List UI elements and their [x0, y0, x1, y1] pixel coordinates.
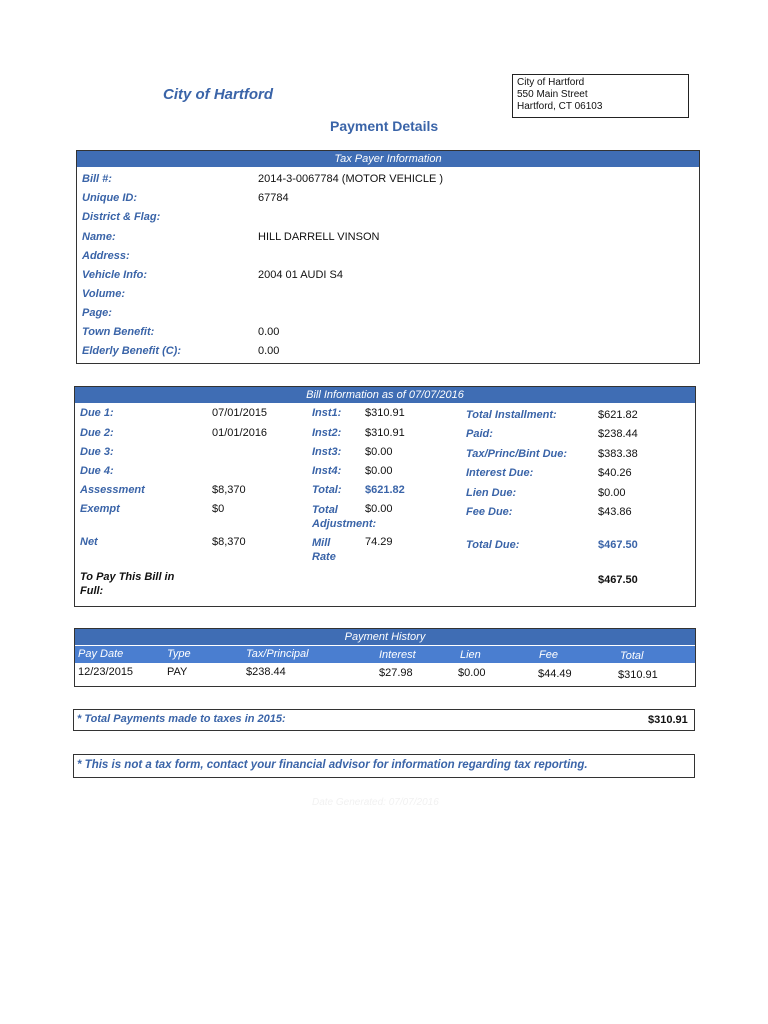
history-header: Payment History — [75, 629, 695, 645]
bill-label: Lien Due: — [466, 487, 517, 499]
totals-value: $310.91 — [648, 714, 688, 726]
bill-label: Total Installment: — [466, 409, 557, 421]
bill-value: $621.82 — [598, 409, 638, 421]
bill-value: $238.44 — [598, 428, 638, 440]
field-value: 2014-3-0067784 (MOTOR VEHICLE ) — [258, 173, 444, 185]
cell-tax-principal: $238.44 — [246, 666, 286, 678]
col-total: Total — [620, 650, 644, 662]
field-value: HILL DARRELL VINSON — [258, 231, 380, 243]
field-label: Address: — [82, 250, 130, 262]
address-line: 550 Main Street — [517, 89, 588, 100]
disclaimer-box — [73, 754, 695, 778]
totals-label: * Total Payments made to taxes in 2015: — [77, 713, 286, 725]
col-pay-date: Pay Date — [78, 648, 124, 660]
bill-label: Due 3: — [80, 446, 114, 458]
bill-value: $43.86 — [598, 506, 632, 518]
field-label: Town Benefit: — [82, 326, 155, 338]
field-label: Elderly Benefit (C): — [82, 345, 182, 357]
bill-label: Due 2: — [80, 427, 114, 439]
bill-label: Due 1: — [80, 407, 114, 419]
bill-value: $621.82 — [365, 484, 405, 496]
cell-lien: $0.00 — [458, 667, 486, 679]
bill-value: $8,370 — [212, 536, 246, 548]
col-tax-principal: Tax/Principal — [246, 648, 309, 660]
date-generated: Date Generated: 07/07/2016 — [312, 797, 439, 808]
disclaimer-text: * This is not a tax form, contact your financial advisor for information regarding tax reporting. — [77, 759, 588, 771]
bill-value: 07/01/2015 — [212, 407, 268, 419]
bill-label: Assessment — [80, 484, 145, 496]
totals-box — [73, 709, 695, 731]
bill-label: Fee Due: — [466, 506, 513, 518]
bill-value: 74.29 — [365, 536, 393, 548]
bill-label: Total Due: — [466, 539, 520, 551]
history-panel — [74, 628, 696, 687]
address-line: City of Hartford — [517, 77, 585, 88]
page-title: Payment Details — [330, 118, 439, 134]
bill-value: $383.38 — [598, 448, 638, 460]
bill-label: Exempt — [80, 503, 120, 515]
cell-interest: $27.98 — [379, 667, 413, 679]
bill-value: $0.00 — [365, 446, 393, 458]
pay-full-value: $467.50 — [598, 574, 638, 586]
bill-label: Total: — [312, 484, 342, 496]
bill-label: Interest Due: — [466, 467, 534, 479]
field-label: Page: — [82, 307, 112, 319]
taxpayer-header: Tax Payer Information — [77, 151, 699, 167]
city-title: City of Hartford — [163, 86, 273, 103]
bill-label: Total Adjustment: — [312, 504, 377, 530]
bill-value: 01/01/2016 — [212, 427, 268, 439]
col-interest: Interest — [379, 649, 416, 661]
field-label: Unique ID: — [82, 192, 137, 204]
bill-label: Net — [80, 536, 98, 548]
field-label: Vehicle Info: — [82, 269, 147, 281]
bill-label: Paid: — [466, 428, 493, 440]
bill-label: Inst3: — [312, 446, 342, 458]
pay-full-label: To Pay This Bill in Full: — [80, 571, 175, 597]
col-type: Type — [167, 648, 191, 660]
col-fee: Fee — [539, 649, 558, 661]
field-value: 0.00 — [258, 345, 280, 357]
taxpayer-panel — [76, 150, 700, 364]
bill-value: $310.91 — [365, 427, 405, 439]
bill-panel — [74, 386, 696, 607]
bill-value: $40.26 — [598, 467, 632, 479]
bill-label: Inst1: — [312, 407, 342, 419]
bill-header: Bill Information as of 07/07/2016 — [75, 387, 695, 403]
field-label: District & Flag: — [82, 211, 161, 223]
cell-fee: $44.49 — [538, 668, 572, 680]
table-row — [75, 665, 695, 683]
bill-value: $0.00 — [365, 465, 393, 477]
cell-total: $310.91 — [618, 669, 658, 681]
field-label: Name: — [82, 231, 116, 243]
bill-label: Mill Rate — [312, 537, 336, 563]
bill-label: Due 4: — [80, 465, 114, 477]
bill-label: Tax/Princ/Bint Due: — [466, 448, 568, 460]
field-label: Volume: — [82, 288, 125, 300]
address-line: Hartford, CT 06103 — [517, 101, 603, 112]
field-value: 2004 01 AUDI S4 — [258, 269, 344, 281]
col-lien: Lien — [460, 649, 481, 661]
address-box — [512, 74, 689, 118]
history-column-bar — [75, 646, 695, 663]
bill-value: $310.91 — [365, 407, 405, 419]
bill-value: $467.50 — [598, 539, 638, 551]
bill-label: Inst4: — [312, 465, 342, 477]
bill-value: $0 — [212, 503, 225, 515]
bill-value: $0.00 — [598, 487, 626, 499]
cell-type: PAY — [167, 666, 188, 678]
cell-pay-date: 12/23/2015 — [78, 666, 134, 678]
field-label: Bill #: — [82, 173, 112, 185]
bill-value: $8,370 — [212, 484, 246, 496]
field-value: 67784 — [258, 192, 289, 204]
bill-label: Inst2: — [312, 427, 342, 439]
field-value: 0.00 — [258, 326, 280, 338]
bill-value: $0.00 — [365, 503, 393, 515]
